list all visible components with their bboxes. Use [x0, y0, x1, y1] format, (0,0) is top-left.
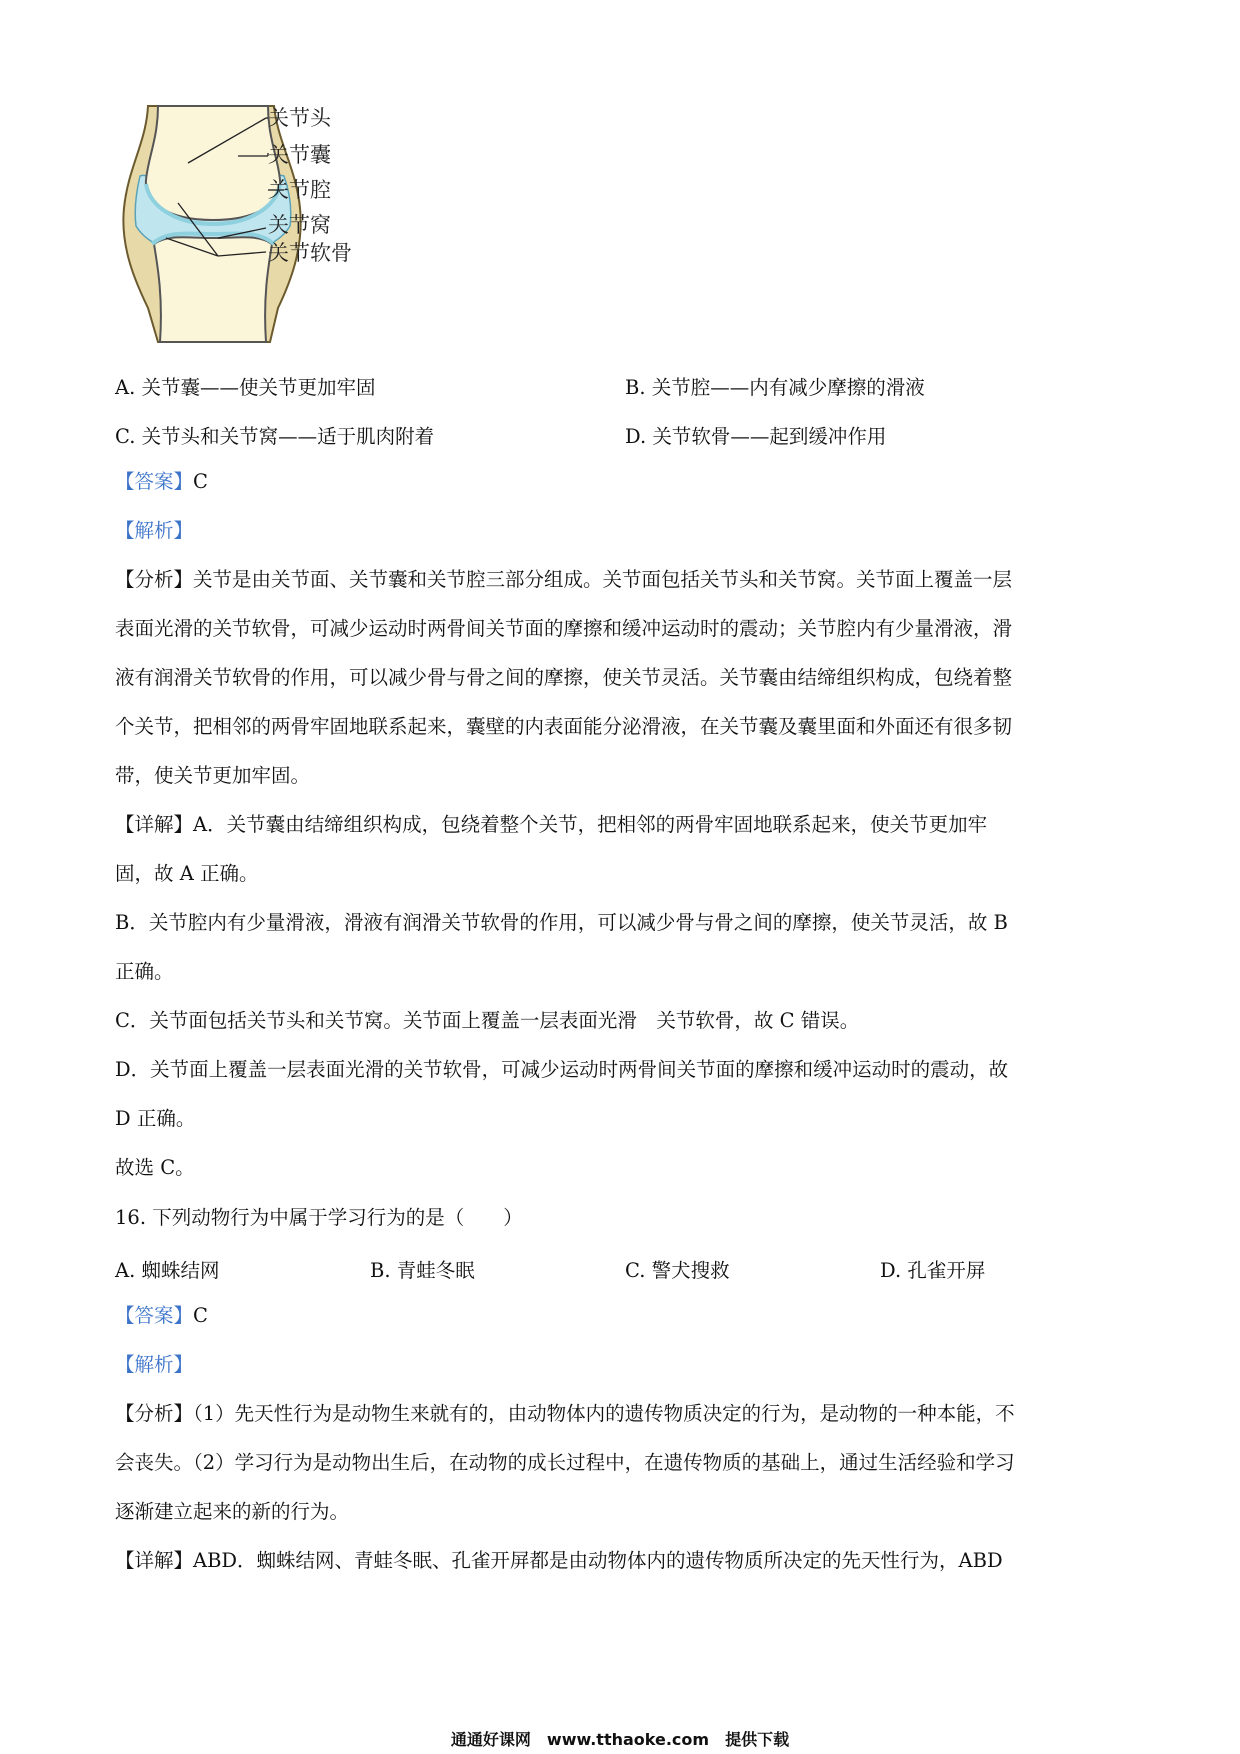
label-joint-cartilage: 关节软骨 — [268, 241, 352, 265]
q16-stem: 16. 下列动物行为中属于学习行为的是（ ） — [115, 1206, 523, 1229]
label-joint-cavity: 关节腔 — [268, 178, 331, 202]
q16-option-d: D. 孔雀开屏 — [880, 1259, 986, 1282]
text-line: 表面光滑的关节软骨，可减少运动时两骨间关节面的摩擦和缓冲运动时的震动；关节腔内有少量滑液，滑 — [115, 617, 1013, 640]
text-line: 固，故 A 正确。 — [115, 862, 259, 885]
q16-answer — [115, 1304, 208, 1327]
text-line: 正确。 — [115, 960, 174, 983]
q16-option-a: A. 蜘蛛结网 — [115, 1259, 220, 1282]
text-line: 逐渐建立起来的新的行为。 — [115, 1500, 350, 1523]
q15-answer — [115, 470, 208, 493]
q16-option-b: B. 青蛙冬眠 — [370, 1259, 475, 1282]
joint-diagram — [118, 98, 418, 348]
label-joint-socket: 关节窝 — [268, 213, 331, 237]
q15-fenxi — [115, 555, 1125, 800]
answer-tag: 【答案】 — [115, 470, 194, 493]
q16-fenxi — [115, 1389, 1125, 1536]
answer-value: C — [193, 470, 208, 493]
q16-xiangjie — [115, 1536, 1125, 1585]
text-line: C．关节面包括关节头和关节窝。关节面上覆盖一层表面光滑 关节软骨，故 C 错误。 — [115, 1009, 860, 1032]
answer-tag: 【答案】 — [115, 1304, 194, 1327]
text-line: 会丧失。（2）学习行为是动物出生后，在动物的成长过程中，在遗传物质的基础上，通过生活经验和学习 — [115, 1451, 1015, 1474]
text-line: 【详解】ABD．蜘蛛结网、青蛙冬眠、孔雀开屏都是由动物体内的遗传物质所决定的先天性行为，ABD — [115, 1549, 1003, 1572]
q16-option-c: C. 警犬搜救 — [625, 1259, 730, 1282]
q15-option-c: C. 关节头和关节窝——适于肌肉附着 — [115, 425, 435, 448]
q15-option-b: B. 关节腔——内有减少摩擦的滑液 — [625, 376, 925, 399]
text-line: D．关节面上覆盖一层表面光滑的关节软骨，可减少运动时两骨间关节面的摩擦和缓冲运动时的震动，故 — [115, 1058, 1009, 1081]
label-joint-head: 关节头 — [268, 106, 331, 130]
q15-analysis-tag: 【解析】 — [115, 519, 194, 542]
text-line: 【分析】（1）先天性行为是动物生来就有的，由动物体内的遗传物质决定的行为，是动物的一种本能，不 — [115, 1402, 1015, 1425]
text-line: B．关节腔内有少量滑液，滑液有润滑关节软骨的作用，可以减少骨与骨之间的摩擦，使关节灵活，故 B — [115, 911, 1008, 934]
q16-analysis-tag: 【解析】 — [115, 1353, 194, 1376]
text-line: 故选 C。 — [115, 1156, 195, 1179]
label-joint-capsule: 关节囊 — [268, 143, 331, 167]
text-line: 液有润滑关节软骨的作用，可以减少骨与骨之间的摩擦，使关节灵活。关节囊由结缔组织构成，包绕着整 — [115, 666, 1013, 689]
text-line: 带，使关节更加牢固。 — [115, 764, 311, 787]
answer-value: C — [193, 1304, 208, 1327]
page-footer: 通通好课网 www.tthaoke.com 提供下载 — [450, 1730, 790, 1749]
q15-option-d: D. 关节软骨——起到缓冲作用 — [625, 425, 887, 448]
text-line: D 正确。 — [115, 1107, 196, 1130]
text-line: 【分析】关节是由关节面、关节囊和关节腔三部分组成。关节面包括关节头和关节窝。关节面上覆盖一层 — [115, 568, 1013, 591]
q15-xiangjie — [115, 800, 1125, 1192]
text-line: 【详解】A．关节囊由结缔组织构成，包绕着整个关节，把相邻的两骨牢固地联系起来，使关节更加牢 — [115, 813, 988, 836]
q15-option-a: A. 关节囊——使关节更加牢固 — [115, 376, 376, 399]
text-line: 个关节，把相邻的两骨牢固地联系起来，囊壁的内表面能分泌滑液，在关节囊及囊里面和外面还有很多韧 — [115, 715, 1013, 738]
